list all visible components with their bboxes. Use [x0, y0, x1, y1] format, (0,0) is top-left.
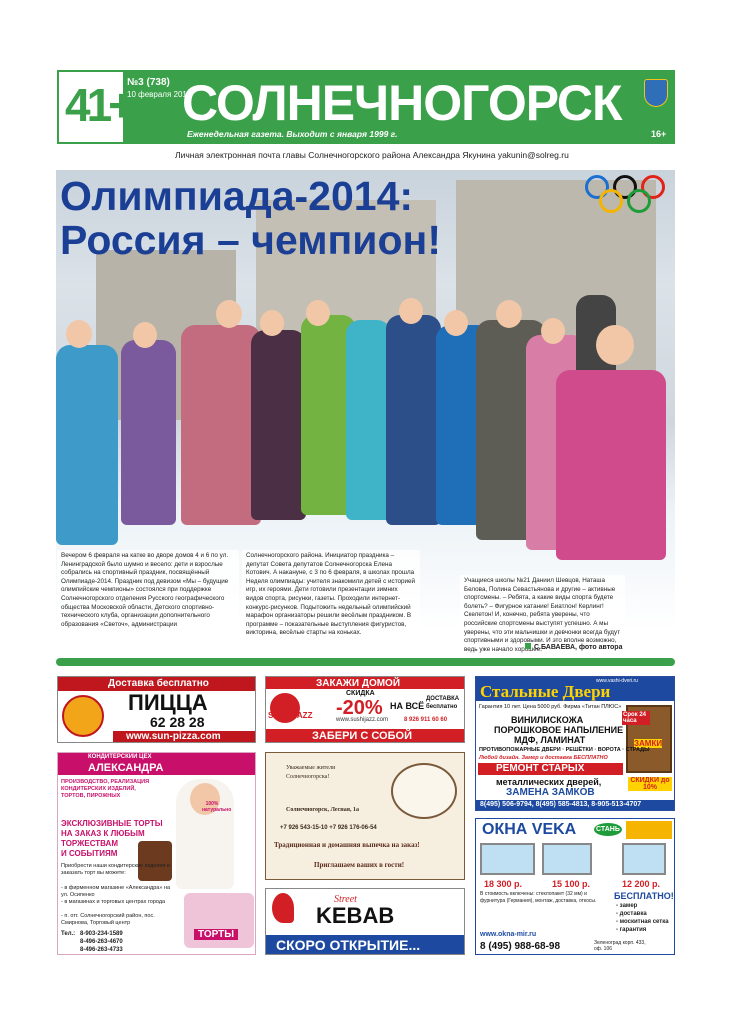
weekly-note: Еженедельная газета. Выходит с января 1999 г. — [187, 129, 398, 139]
logo-text: 41+ — [65, 79, 132, 131]
cakes-natural: 100% натурально — [202, 801, 232, 813]
article-col-1: Вечером 6 февраля на катке во дворе домов 4 и 6 по ул. Ленинградской было шумно и весело: дети и взрослые собрались на спортивный праздник, посвящённый Олимпиаде-2014. Праздник под девизом «Мы – будущие олимпийские чемпионы» состоялся при поддержке Солнечногорского отделения Русского географического общества Московской области, Детского спортивно-технического клуба, организации дополнительного образования «Светоч», администрации — [57, 550, 239, 631]
windows-price-1: 18 300 р. — [484, 879, 523, 889]
cakes-headline-4: И СОБЫТИЯМ — [61, 849, 118, 858]
doors-guarantee: Гарантия 10 лет. Цена 5000 руб. Фирма «Титан ПЛЮС» — [479, 704, 622, 710]
issue-label: №3 (738) — [127, 77, 170, 88]
child-head — [444, 310, 468, 336]
ring — [627, 189, 651, 213]
cakes-buy: Приобрести наши кондитерские изделия и заказать торт вы можете: — [61, 863, 171, 876]
sushi-brand: SUSHIJAZZ — [268, 711, 313, 720]
doors-url: www.vashi-dveri.ru — [596, 678, 638, 684]
child-figure — [386, 315, 441, 525]
window-image-3 — [622, 843, 666, 875]
windows-free-title: БЕСПЛАТНО! — [614, 891, 674, 901]
child-figure — [56, 345, 118, 545]
lead-headline — [60, 174, 441, 262]
ad-steel-doors[interactable] — [475, 676, 675, 811]
bakery-slogan: Традиционная и домашняя выпечка на заказ! — [274, 841, 420, 849]
email-line: Личная электронная почта главы Солнечногорского района Александра Якунина yakunin@solreg.ru — [175, 150, 569, 160]
cakes-place-1: - в фирменном магазине «Александра» на ул. Осипенко — [61, 885, 171, 898]
doors-locks: ЗАМКИ — [634, 739, 663, 748]
child-figure — [121, 340, 176, 525]
pizza-delivery: Доставка бесплатно — [108, 678, 209, 689]
ad-sushi[interactable] — [265, 676, 465, 743]
bakery-logo-icon — [391, 763, 457, 819]
bakery-bottom: Приглашаем ваших в гости! — [314, 861, 405, 869]
child-head — [66, 320, 92, 348]
bakery-line-2: Солнечногорска! — [286, 774, 330, 780]
cakes-badge: ТОРТЫ — [194, 929, 238, 940]
coat-of-arms-icon — [644, 79, 668, 107]
windows-free-2: - доставка — [616, 911, 647, 917]
cakes-place-2: - в магазинах и торговых центрах города — [61, 899, 166, 905]
child-head — [216, 300, 242, 328]
article-col-3: Учащиеся школы №21 Даниил Шевцов, Наташа Белова, Полина Севастьянова и другие – активные спортсмены. – Ребята, а какие виды спорта будете болеть? – Фигурное катание! Биатлон! Керлинг! Скелетон! И, конечно, ребята уверены, что российские спортсмены выступят успешно. А мы уверены, что эти мальчишки и девчонки всегда будут спортивными и здоровыми. И это вполне возможно, ведь уже начало хорошее. — [460, 575, 625, 656]
child-head — [260, 310, 284, 336]
sushi-discount: -20% — [336, 697, 383, 719]
pizza-logo-icon — [62, 695, 104, 737]
doors-repair-1: РЕМОНТ СТАРЫХ — [496, 763, 585, 774]
cakes-headline-1: ЭКСКЛЮЗИВНЫЕ ТОРТЫ — [61, 819, 163, 828]
doors-sale: СКИДКИ до 10% — [628, 777, 672, 791]
windows-price-3: 12 200 р. — [622, 879, 661, 889]
sushi-discount-label: СКИДКА — [346, 690, 375, 697]
section-divider — [56, 658, 675, 666]
cakes-place-3: - п. отг. Солнечногорский район, пос. Смирнова, Торговый центр — [61, 913, 155, 926]
child-head — [496, 300, 522, 328]
kebab-brand-2: KEBAB — [316, 903, 395, 928]
pizza-url: www.sun-pizza.com — [126, 731, 221, 742]
cakes-phone-3: 8-496-263-4733 — [80, 947, 123, 953]
kebab-logo-icon — [272, 893, 294, 923]
issue-date: 10 февраля 2014 — [127, 90, 192, 99]
doors-phones: 8(495) 506-9794, 8(495) 585-4813, 8-905-513-4707 — [480, 801, 642, 808]
window-image-1 — [480, 843, 535, 875]
bakery-line-1: Уважаемые жители — [286, 765, 336, 771]
doors-coating-2: ПОРОШКОВОЕ НАПЫЛЕНИЕ — [494, 725, 624, 735]
doors-delivery: Любой дизайн. Замер и доставка БЕСПЛАТНО — [479, 755, 608, 761]
windows-phone: 8 (495) 988-68-98 — [480, 941, 561, 952]
cakes-headline-2: НА ЗАКАЗ К ЛЮБЫМ — [61, 829, 145, 838]
doors-term: Срок 24 часа — [622, 711, 650, 725]
sushi-order: ЗАКАЖИ ДОМОЙ — [316, 678, 401, 689]
pizza-phone: 62 28 28 — [150, 714, 205, 730]
doors-coating-1: ВИНИЛИСКОЖА — [511, 715, 584, 725]
doors-title: Стальные Двери — [480, 682, 611, 701]
cakes-headline-3: ТОРЖЕСТВАМ — [61, 839, 118, 848]
windows-logo-icon — [626, 821, 672, 839]
child-figure — [556, 370, 666, 560]
windows-url: www.okna-mir.ru — [480, 931, 537, 938]
newspaper-title: СОЛНЕЧНОГОРСК — [182, 75, 622, 131]
sushi-phone: 8 926 911 60 60 — [404, 717, 448, 723]
cakes-phones-label: Тел.: — [61, 931, 76, 937]
windows-brand-icon: СТАНЬ — [594, 823, 622, 836]
child-figure — [346, 320, 391, 520]
kebab-soon: СКОРО ОТКРЫТИЕ... — [276, 937, 421, 953]
bakery-address: Солнечногорск, Лесная, 1а — [286, 807, 359, 813]
ad-pizza[interactable] — [57, 676, 256, 743]
headline-line-2: Россия – чемпион! — [60, 217, 441, 263]
windows-free-1: - замер — [616, 903, 638, 909]
bakery-phones: +7 926 543-15-10 +7 926 176-06-54 — [280, 825, 377, 831]
cakes-phone-2: 8-496-263-4670 — [80, 939, 123, 945]
windows-title: ОКНА VEKA — [482, 821, 577, 838]
child-head — [541, 318, 565, 344]
sushi-on-all: НА ВСЁ — [390, 701, 425, 711]
ad-bakery[interactable] — [265, 752, 465, 880]
cakes-phone-1: 8-903-234-1589 — [80, 931, 123, 937]
cakes-header: КОНДИТЕРСКИЙ ЦЕХ — [88, 754, 152, 760]
child-head — [596, 325, 634, 365]
child-head — [399, 298, 423, 324]
age-rating: 16+ — [651, 129, 667, 139]
child-head — [306, 300, 330, 326]
doors-repair-3: ЗАМЕНА ЗАМКОВ — [506, 787, 595, 798]
windows-includes: В стоимость включены: стеклопакет (32 мм) и фурнитура (Германия), монтаж, доставка, откосы. — [480, 891, 597, 904]
ring — [599, 189, 623, 213]
windows-price-2: 15 100 р. — [552, 879, 591, 889]
ad-cakes[interactable] — [57, 752, 256, 955]
cakes-desc: ПРОИЗВОДСТВО, РЕАЛИЗАЦИЯ КОНДИТЕРСКИХ ИЗДЕЛИЙ, ТОРТОВ, ПИРОЖНЫХ — [61, 779, 150, 799]
headline-line-1: Олимпиада-2014: — [60, 173, 414, 219]
sushi-delivery: ДОСТАВКА бесплатно — [426, 696, 460, 710]
photo-credit: С.БАВАЕВА, фото автора — [525, 643, 622, 651]
cakes-name: АЛЕКСАНДРА — [88, 762, 164, 774]
child-head — [133, 322, 157, 348]
sushi-url: www.sushijazz.com — [336, 717, 389, 723]
ad-kebab[interactable] — [265, 888, 465, 955]
article-col-2: Солнечногорского района. Инициатор праздника – депутат Совета депутатов Солнечногорска Елена Котович. А накануне, с 3 по 6 февраля, в школах прошла Неделя олимпиады: учителя знакомили детей с историей игр, их героями. Дети готовили презентации зимних видов спорта, рисунки, газеты. Проходили интернет-конкурс-рисунков. Подытожить недельный олимпийский марафон организаторы решили весёлым праздником. В программе – показательные выступления фигуристов, викторина, весёлые старты на коньках. — [242, 550, 420, 640]
doors-products: ПРОТИВОПОЖАРНЫЕ ДВЕРИ · РЕШЁТКИ · ВОРОТА · СТРАДЫ — [479, 747, 650, 753]
windows-free-3: - москитная сетка — [616, 919, 669, 925]
masthead-logo — [57, 70, 132, 144]
doors-coating-3: МДФ, ЛАМИНАТ — [514, 735, 586, 745]
olympic-rings-icon — [585, 173, 669, 219]
pizza-word: ПИЦЦА — [128, 690, 208, 715]
sushi-takeaway: ЗАБЕРИ С СОБОЙ — [312, 730, 412, 742]
child-figure — [251, 330, 306, 520]
ad-windows[interactable] — [475, 818, 675, 955]
doors-repair-2: металлических дверей, — [496, 777, 602, 787]
child-figure — [181, 325, 261, 525]
window-image-2 — [542, 843, 592, 875]
windows-free-4: - гарантия — [616, 927, 647, 933]
windows-address: Зеленоград корп. 433, оф. 106 — [594, 940, 646, 952]
kebab-brand-1: Street — [334, 894, 357, 905]
